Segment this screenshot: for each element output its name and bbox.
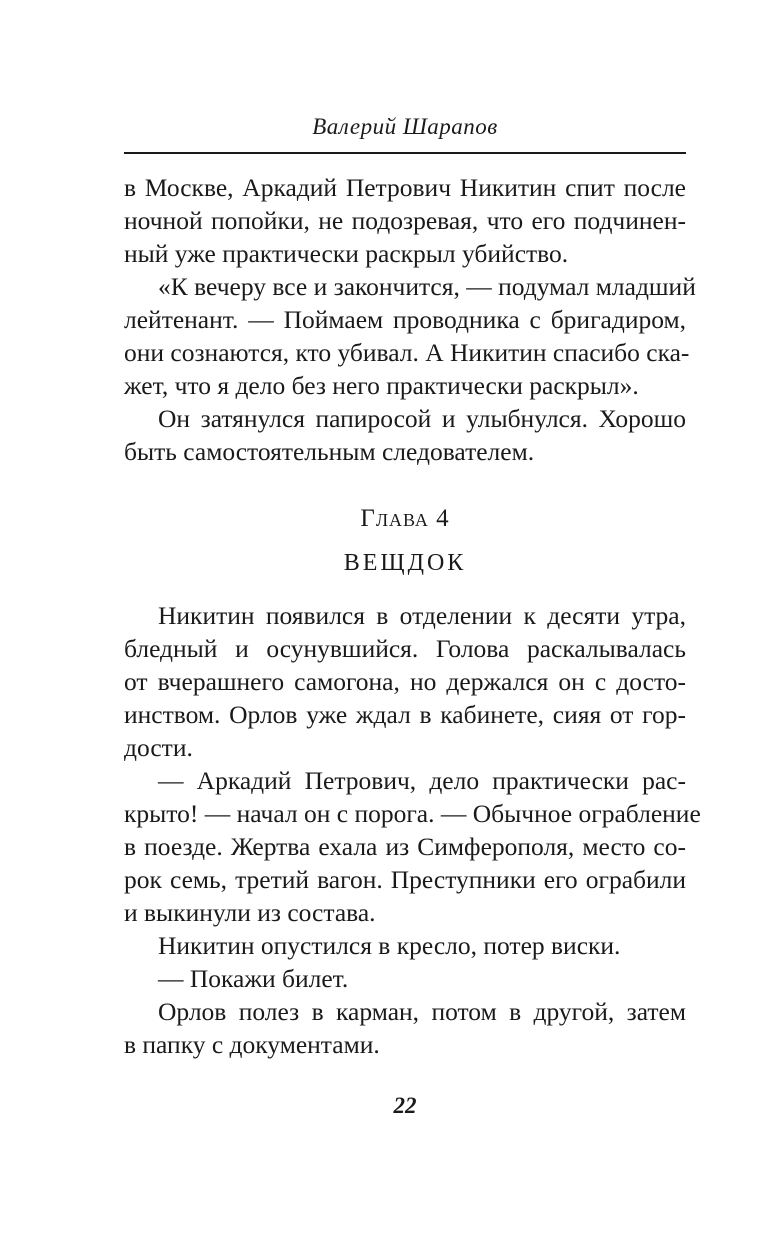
header-rule <box>124 152 686 154</box>
text-line: они сознаются, кто убивал. А Никитин спасибо ска- <box>124 338 690 367</box>
text-line: инством. Орлов уже ждал в кабинете, сияя от гор- <box>124 700 686 729</box>
text-line: жет, что я дело без него практически раскрыл». <box>124 371 639 400</box>
text-line: «К вечеру все и закончится, — подумал младший <box>158 272 696 301</box>
text-line: в поезде. Жертва ехала из Симферополя, место со- <box>124 832 686 861</box>
text-line: — Аркадий Петрович, дело практически рас- <box>158 766 686 795</box>
text-line: ный уже практически раскрыл убийство. <box>124 239 569 268</box>
text-line: Он затянулся папиросой и улыбнулся. Хорошо <box>158 404 686 433</box>
text-line: и выкинули из состава. <box>124 898 376 927</box>
text-line: в папку с документами. <box>124 1030 380 1059</box>
body-text-chapter <box>124 599 701 1061</box>
text-line: Никитин появился в отделении к десяти утра, <box>158 601 686 630</box>
text-line: Орлов полез в карман, потом в другой, затем <box>158 997 686 1026</box>
text-line: дости. <box>124 733 193 762</box>
text-line: рок семь, третий вагон. Преступники его ограбили <box>124 865 686 894</box>
chapter-title: ВЕЩДОК <box>343 550 467 576</box>
page-number: 22 <box>393 1093 417 1118</box>
running-head-author: Валерий Шарапов <box>312 114 498 139</box>
text-line: бледный и осунувшийся. Голова раскалывалась <box>124 634 686 663</box>
text-line: — Покажи билет. <box>158 964 349 993</box>
text-line: Никитин опустился в кресло, потер виски. <box>158 931 621 960</box>
text-line: ночной попойки, не подозревая, что его подчинен- <box>124 206 686 235</box>
body-text-top <box>124 171 696 468</box>
text-line: от вчерашнего самогона, но держался он с досто- <box>124 667 686 696</box>
text-line: в Москве, Аркадий Петрович Никитин спит после <box>124 173 686 202</box>
text-line: крыто! — начал он с порога. — Обычное ограбление <box>124 799 701 828</box>
chapter-label: Глава 4 <box>360 505 450 532</box>
text-line: лейтенант. — Поймаем проводника с бригадиром, <box>124 305 686 334</box>
text-line: быть самостоятельным следователем. <box>124 437 535 466</box>
